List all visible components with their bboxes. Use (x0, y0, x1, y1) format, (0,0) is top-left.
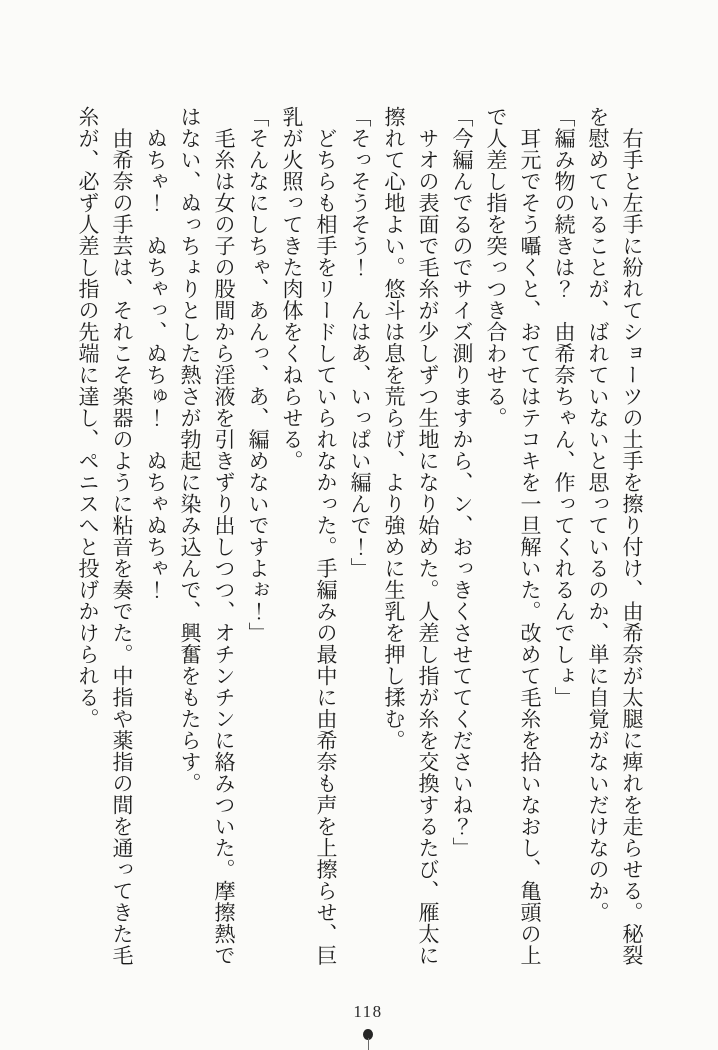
text-column: はない、ぬっちょりとした熱さが勃起に染み込んで、興奮をもたらす。 (178, 106, 202, 794)
text-column: 糸が、必ず人差し指の先端に達し、ペニスへと投げかけられる。 (76, 106, 100, 730)
text-column: で人差し指を突っつき合わせる。 (484, 106, 508, 429)
text-column: 「そんなにしちゃ、あんっ、あ、編めないですよぉ！」 (246, 106, 270, 644)
text-column: 右手と左手に紛れてショーツの土手を擦り付け、由希奈が太腿に痺れを走らせる。秘裂 (620, 106, 644, 966)
text-column: 乳が火照ってきた肉体をくねらせる。 (280, 106, 304, 472)
text-column: 「編み物の続きは？ 由希奈ちゃん、作ってくれるんでしょ」 (552, 106, 576, 708)
text-column: 「そっそうそう！ んはあ、いっぱい編んで！」 (348, 106, 372, 579)
text-column: どちらも相手をリードしていられなかった。手編みの最中に由希奈も声を上擦らせ、巨 (314, 106, 338, 966)
vertical-text-block (71, 106, 649, 972)
text-column: サオの表面で毛糸が少しずつ生地になり始めた。人差し指が糸を交換するたび、雁太に (416, 106, 440, 966)
text-column: ぬちゃ！ ぬちゃっ、ぬちゅ！ ぬちゃぬちゃ！ (144, 106, 168, 601)
text-column: 毛糸は女の子の股間から淫液を引きずり出しつつ、オチンチンに絡みついた。摩擦熱で (212, 106, 236, 966)
text-column: 由希奈の手芸は、それこそ楽器のように粘音を奏でた。中指や薬指の間を通ってきた毛 (110, 106, 134, 966)
text-column: 擦れて心地よい。悠斗は息を荒らげ、より強めに生乳を押し揉む。 (382, 106, 406, 751)
text-column: 耳元でそう囁くと、おててはテコキを一旦解いた。改めて毛糸を拾いなおし、亀頭の上 (518, 106, 542, 966)
text-column: を慰めていることが、ばれていないと思っているのか、単に自覚がないだけなのか。 (586, 106, 610, 923)
text-column: 「今編んでるのでサイズ測りますから、ン、おっきくさせててくださいね？」 (450, 106, 474, 859)
footer-ornament-line (368, 1038, 370, 1050)
page-number: 118 (353, 1002, 383, 1021)
